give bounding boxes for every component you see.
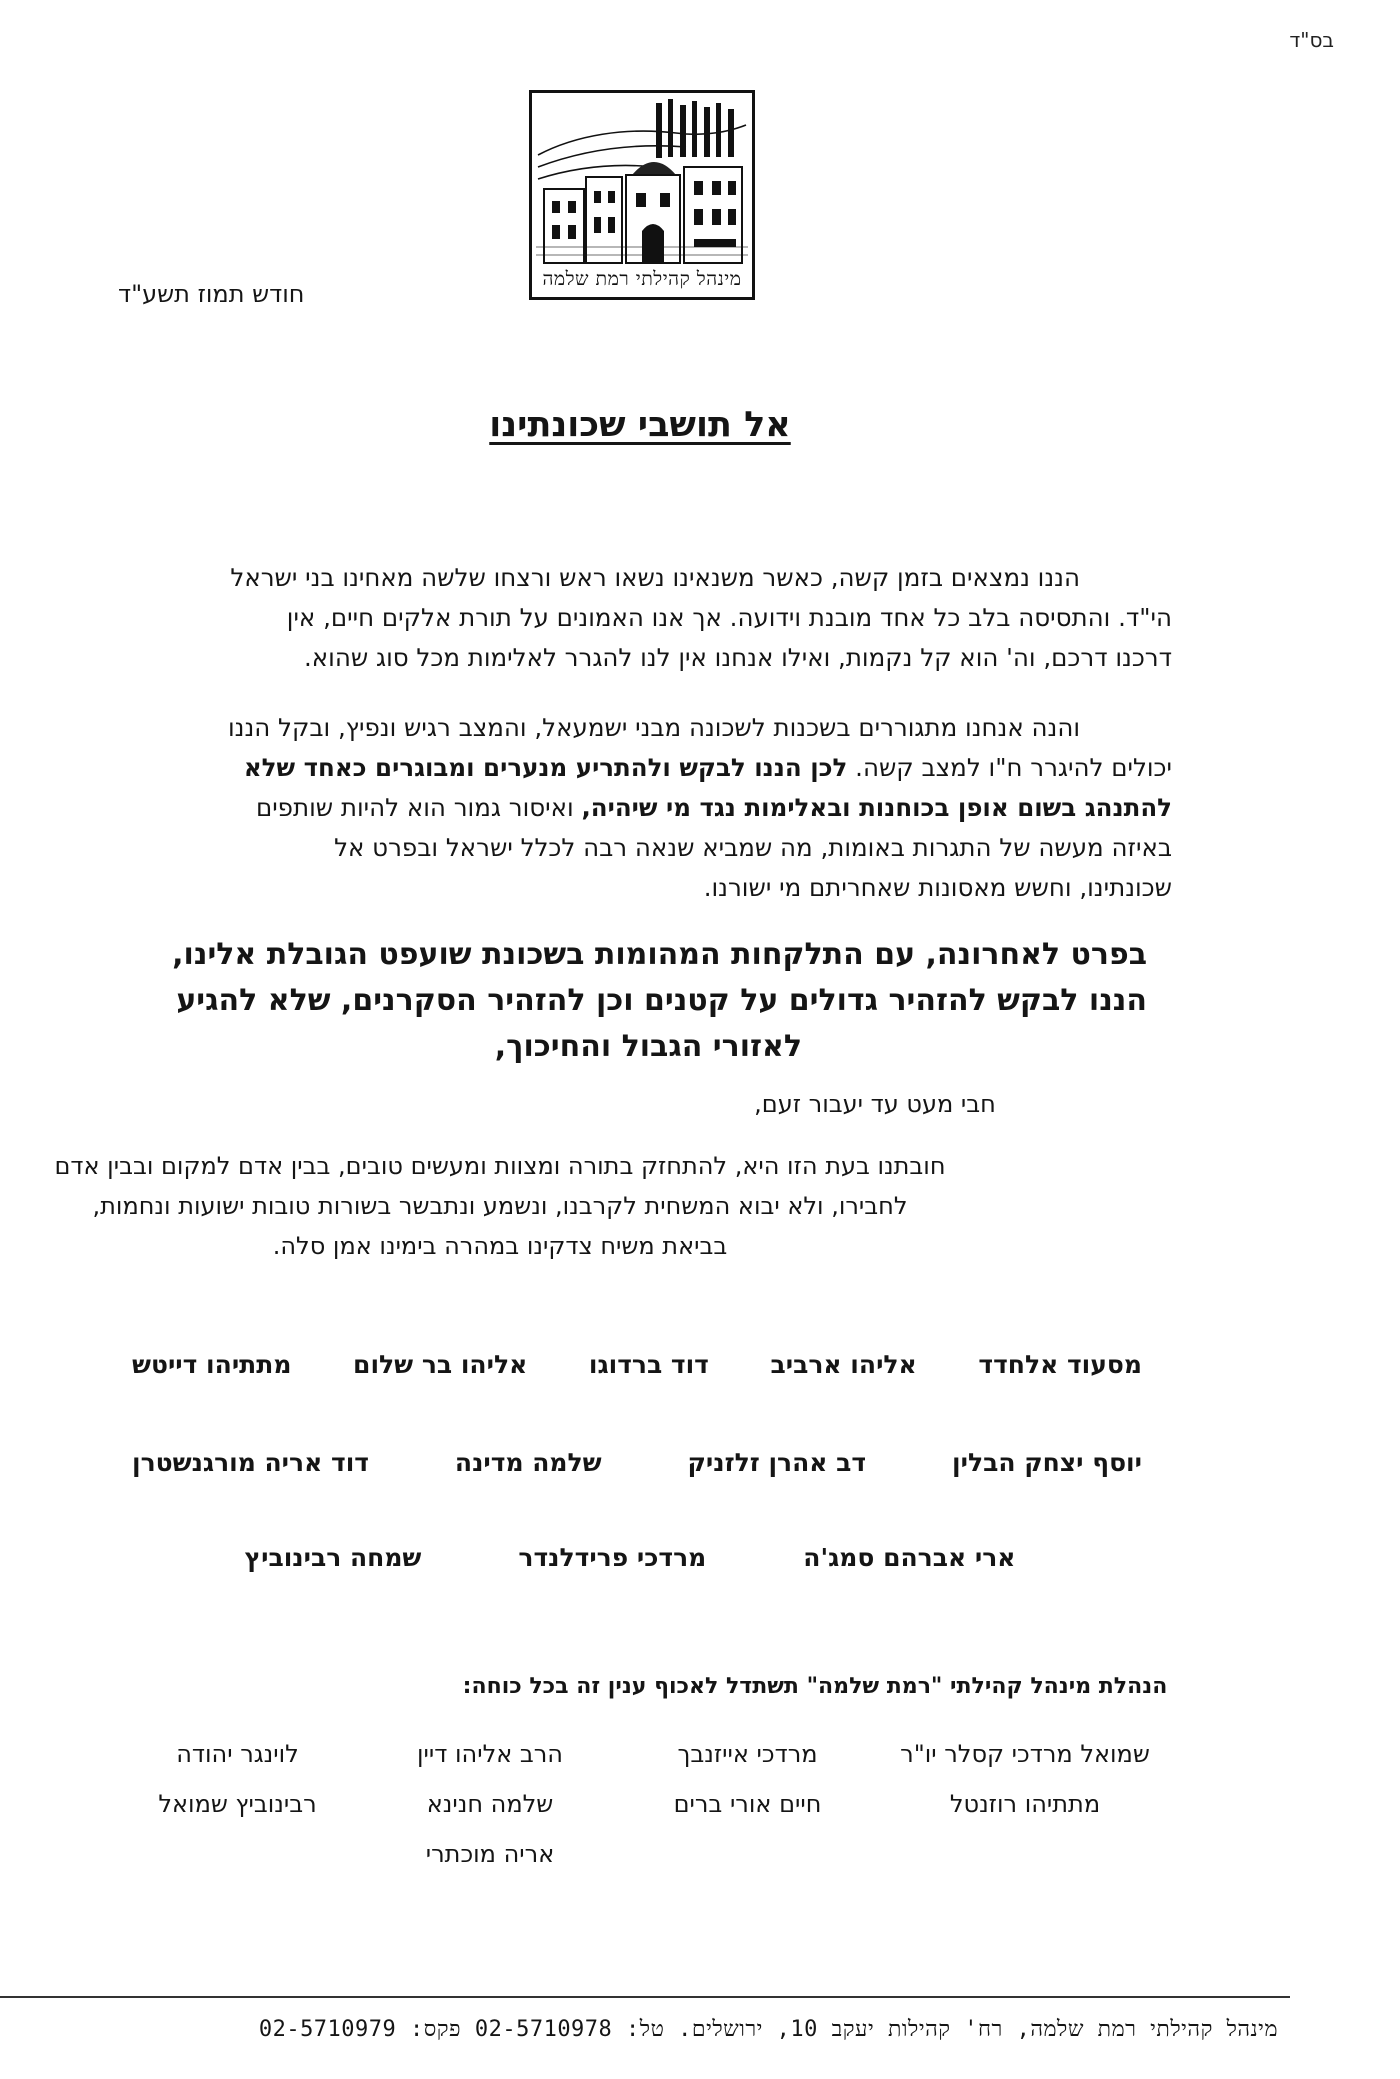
closing-line-3: בביאת משיח צדקינו במהרה בימינו אמן סלה. (272, 1232, 728, 1260)
committee-member (880, 1840, 1170, 1868)
committee-member: הרב אליהו דיין (416, 1740, 563, 1768)
signer-name: יוסף יצחק הבלין (952, 1448, 1142, 1477)
paragraph-2 (117, 708, 1172, 908)
committee-member: מרדכי אייזנבך (677, 1740, 818, 1768)
signer-name: ארי אברהם סמג'ה (803, 1543, 1016, 1572)
footer-address: מינהל קהילתי רמת שלמה, רח' קהילות יעקב 10, ירושלים. טל: 02-5710978 פקס: 02-5710979 (258, 2017, 1278, 2042)
paragraph-1-line-3: דרכנו דרכם, וה' הוא קל נקמות, ואילו אנחנו אין לנו להגרר לאלימות מכל סוג שהוא. (303, 643, 1172, 672)
signer-name: דוד אריה מורגנשטרן (132, 1448, 369, 1477)
page-title: אל תושבי שכונתינו (489, 405, 791, 445)
closing-line-2: לחבירו, ולא יבוא המשחית לקרבנו, ונשמע ונתבשר בשורות טובות ישועות ונחמות, (92, 1192, 908, 1220)
logo (529, 90, 755, 300)
signers-row-2 (132, 1448, 1142, 1477)
bold-notice-line-1: בפרט לאחרונה, עם התלקחות המהומות בשכונת שועפט הגובלת אלינו, (172, 937, 1147, 972)
paragraph-2-line-4: באיזה מעשה של התגרות באומות, מה שמביא שנאה רבה לכלל ישראל ובפרט אל (334, 833, 1172, 862)
committee-member: רבינוביץ שמואל (158, 1790, 317, 1818)
committee-member: מתתיהו רוזנטל (949, 1790, 1101, 1818)
signer-name: אליהו ארביב (770, 1350, 917, 1379)
committee-member: לוינגר יהודה (176, 1740, 299, 1768)
date-line: חודש תמוז תשע"ד (118, 280, 305, 308)
logo-text: מינהל קהילתי רמת שלמה (542, 268, 742, 290)
bold-notice-line-3: לאזורי הגבול והחיכוך, (494, 1029, 802, 1064)
paragraph-1-line-2: הי"ד. והתסיסה בלב כל אחד מובנת וידועה. אך אנו האמונים על תורת אלקים חיים, אין (286, 603, 1172, 632)
footer-rule (0, 1996, 1290, 1998)
paragraph-1 (117, 558, 1172, 678)
committee-member (110, 1840, 365, 1868)
paragraph-2-line-5: שכונתינו, וחשש מאסונות שאחריתם מי ישורנו. (703, 873, 1172, 902)
committee-member: שלמה חנינא (426, 1790, 554, 1818)
closing-block (0, 1146, 1400, 1266)
committee-grid (110, 1740, 1170, 1868)
bold-notice (137, 932, 1147, 1070)
paragraph-1-line-1: הננו נמצאים בזמן קשה, כאשר משנאינו נשאו ראש ורצחו שלשה מאחינו בני ישראל (230, 563, 1080, 592)
signer-name: מתתיהו דייטש (132, 1350, 292, 1379)
signer-name: מרדכי פרידלנדר (518, 1543, 707, 1572)
committee-header: הנהלת מינהל קהילתי "רמת שלמה" תשתדל לאכוף ענין זה בכל כוחה: (462, 1674, 1168, 1699)
bsd-mark: בס"ד (1289, 28, 1334, 52)
signer-name: דב אהרן זלזניק (687, 1448, 867, 1477)
committee-member: שמואל מרדכי קסלר יו"ר (900, 1740, 1150, 1768)
signers-row-1 (132, 1350, 1142, 1379)
committee-member (615, 1840, 880, 1868)
signer-name: שמחה רבינוביץ (244, 1543, 422, 1572)
bold-notice-line-2: הננו לבקש להזהיר גדולים על קטנים וכן להזהיר הסקרנים, שלא להגיע (176, 983, 1147, 1018)
closing-line-1: חובתנו בעת הזו היא, להתחזק בתורה ומצוות ומעשים טובים, בבין אדם למקום ובבין אדם (54, 1152, 946, 1180)
signer-name: דוד ברדוגו (588, 1350, 709, 1379)
logo-art (536, 97, 748, 265)
signer-name: מסעוד אלחדד (978, 1350, 1142, 1379)
signer-name: שלמה מדינה (454, 1448, 602, 1477)
committee-member: אריה מוכתרי (425, 1840, 555, 1868)
paragraph-2-line-1: והנה אנחנו מתגוררים בשכנות לשכונה מבני ישמעאל, והמצב רגיש ונפיץ, ובקל הננו (227, 713, 1080, 742)
signer-name: אליהו בר שלום (353, 1350, 528, 1379)
paragraph-2-line-2: יכולים להיגרר ח"ו למצב קשה. לכן הננו לבקש ולהתריע מנערים ומבוגרים כאחד שלא (243, 753, 1172, 782)
hide-line: חבי מעט עד יעבור זעם, (754, 1090, 996, 1118)
signers-row-3 (196, 1543, 1064, 1572)
committee-member: חיים אורי ברים (673, 1790, 822, 1818)
paragraph-2-line-3: להתנהג בשום אופן בכוחנות ובאלימות נגד מי שיהיה, ואיסור גמור הוא להיות שותפים (255, 793, 1172, 822)
